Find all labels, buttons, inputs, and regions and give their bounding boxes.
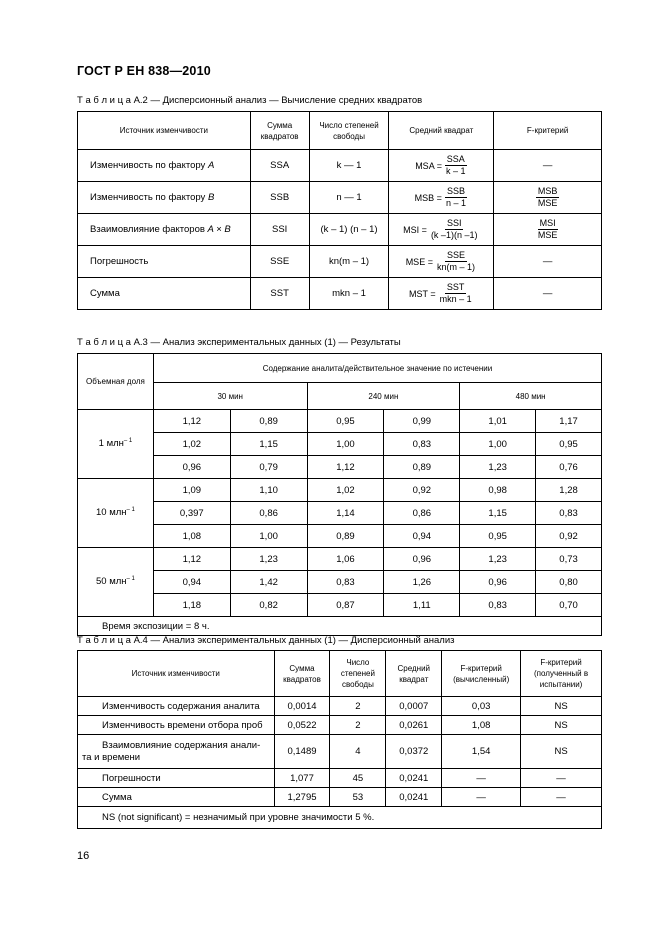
value-cell: 1,00 [460,433,536,456]
f-text: — [542,256,553,267]
value-cell: 0,95 [536,433,602,456]
ms-label: MSB = [414,192,442,203]
table-row [78,502,602,525]
value-cell: — [442,788,521,807]
value-cell: 0,0241 [386,788,442,807]
value-cell: 1,2795 [274,788,330,807]
value-cell: NS [521,716,602,735]
value-cell: 0,0261 [386,716,442,735]
f-criterion-cell [494,246,602,278]
source-cell: Взаимовлияние содержания анали-та и времени [78,735,275,769]
value-cell: 1,02 [153,433,230,456]
value-cell: 1,02 [307,479,384,502]
source-cell [78,182,251,214]
table-header-row [78,112,602,150]
table-a4-caption: Т а б л и ц а А.4 — Анализ экспериментальных данных (1) — Дисперсионный анализ [77,635,455,646]
value-cell: 0,80 [536,571,602,594]
source-cell: Изменчивость содержания аналита [78,697,275,716]
f-text: — [542,160,553,171]
value-cell: 1,08 [442,716,521,735]
source-cell [78,246,251,278]
source-cell: Погрешности [78,769,275,788]
f-numerator: MSI [539,218,556,228]
value-cell: 1,15 [460,502,536,525]
f-numerator: MSB [537,186,558,196]
value-cell: 0,89 [307,525,384,548]
value-cell: 0,89 [230,410,307,433]
df-cell: (k – 1) (n – 1) [309,214,389,246]
mean-square-cell [389,182,494,214]
value-cell: 0,1489 [274,735,330,769]
table-footnote-row [78,807,602,829]
header-cell: F-критерий (полученный в испытании) [521,651,602,697]
document-header: ГОСТ Р ЕН 838—2010 [77,64,211,78]
value-cell: 45 [330,769,386,788]
source-cell: Сумма [78,788,275,807]
value-cell: 1,26 [384,571,460,594]
ms-fraction [429,218,480,241]
value-cell: 4 [330,735,386,769]
header-cell: Источник изменчивости [78,112,251,150]
value-cell: 1,54 [442,735,521,769]
table-row [78,571,602,594]
source-text: Погрешность [90,256,149,267]
value-cell: 0,82 [230,594,307,617]
value-cell: 1,42 [230,571,307,594]
value-cell: 0,96 [384,548,460,571]
f-denominator: MSE [537,198,558,208]
value-cell: 1,01 [460,410,536,433]
footnote: NS (not significant) = незначимый при уровне значимости 5 %. [78,807,602,829]
footnote: Время экспозиции = 8 ч. [78,617,602,636]
sum-cell: SSB [250,182,309,214]
source-variable: B [207,192,215,203]
value-cell: 0,92 [536,525,602,548]
table-row [78,716,602,735]
ms-label: MSE = [405,256,433,267]
sum-cell: SSE [250,246,309,278]
ms-numerator: SST [446,282,465,292]
table-row [78,769,602,788]
header-cell: Число степеней свободы [309,112,389,150]
header-cell: Средний квадрат [386,651,442,697]
table-row [78,456,602,479]
value-cell: 1,18 [153,594,230,617]
ms-fraction [444,186,468,209]
f-fraction [536,218,560,241]
table-header-row [78,383,602,410]
value-cell: 0,83 [536,502,602,525]
value-cell: 1,077 [274,769,330,788]
value-cell: 0,92 [384,479,460,502]
mean-square-cell [389,246,494,278]
volume-fraction-label: 10 млн [96,507,127,519]
value-cell: 0,397 [153,502,230,525]
ms-numerator: SSE [446,250,465,260]
volume-fraction-exponent: – 1 [126,507,135,514]
value-cell: 2 [330,697,386,716]
volume-fraction-label: 50 млн [96,576,127,588]
value-cell: 0,95 [460,525,536,548]
value-cell: 0,70 [536,594,602,617]
value-cell: — [521,769,602,788]
value-cell: 0,95 [307,410,384,433]
header-cell: Средний квадрат [389,112,494,150]
table-row [78,433,602,456]
table-row [78,214,602,246]
df-cell: n — 1 [309,182,389,214]
table-row [78,697,602,716]
value-cell: 0,83 [460,594,536,617]
ms-numerator: SSA [446,154,465,164]
sum-cell: SSI [250,214,309,246]
table-row [78,479,602,502]
value-cell: — [521,788,602,807]
table-a3 [77,353,602,636]
ms-fraction [438,282,474,305]
header-cell: Содержание аналита/действительное значение по истечении [153,354,601,383]
header-cell: F-критерий (вычисленный) [442,651,521,697]
table-row [78,548,602,571]
header-cell: Число степеней свободы [330,651,386,697]
value-cell: 0,0372 [386,735,442,769]
table-a2 [77,111,602,310]
ms-label: MSI = [403,224,427,235]
value-cell: 1,00 [230,525,307,548]
value-cell: 1,12 [153,548,230,571]
value-cell: 53 [330,788,386,807]
value-cell: 0,83 [307,571,384,594]
value-cell: 1,23 [230,548,307,571]
value-cell: 0,03 [442,697,521,716]
value-cell: 1,12 [307,456,384,479]
value-cell: 0,87 [307,594,384,617]
table-row [78,246,602,278]
page-number: 16 [77,850,90,862]
header-cell: Сумма квадратов [274,651,330,697]
volume-fraction-cell [78,479,154,548]
header-cell: Сумма квадратов [250,112,309,150]
ms-label: MSA = [415,160,442,171]
table-row [78,410,602,433]
header-cell: Источник изменчивости [78,651,275,697]
volume-fraction-exponent: – 1 [126,576,135,583]
header-cell: 480 мин [460,383,602,410]
value-cell: 1,17 [536,410,602,433]
mean-square-cell [389,150,494,182]
source-text: Изменчивость по фактору [90,192,208,203]
source-text: Изменчивость по фактору [90,160,208,171]
volume-fraction-cell [78,410,154,479]
ms-fraction [435,250,477,273]
table-footnote-row [78,617,602,636]
df-cell: mkn – 1 [309,278,389,310]
value-cell: 0,0522 [274,716,330,735]
df-cell: kn(m – 1) [309,246,389,278]
f-criterion-cell [494,278,602,310]
table-row [78,735,602,769]
value-cell: 0,0014 [274,697,330,716]
value-cell: — [442,769,521,788]
table-row [78,278,602,310]
f-fraction [536,186,560,209]
table-a3-caption: Т а б л и ц а А.3 — Анализ экспериментальных данных (1) — Результаты [77,337,401,348]
source-cell: Изменчивость времени отбора проб [78,716,275,735]
value-cell: 0,98 [460,479,536,502]
table-a2-caption: Т а б л и ц а А.2 — Дисперсионный анализ — Вычисление средних квадратов [77,95,423,106]
value-cell: 0,96 [153,456,230,479]
value-cell: 1,00 [307,433,384,456]
f-denominator: MSE [537,230,558,240]
table-header-row [78,354,602,383]
f-criterion-cell [494,214,602,246]
ms-denominator: mkn – 1 [439,294,472,304]
volume-fraction-label: 1 млн [98,438,124,450]
value-cell: 0,79 [230,456,307,479]
value-cell: 1,12 [153,410,230,433]
value-cell: 0,94 [153,571,230,594]
value-cell: 1,23 [460,548,536,571]
header-cell: 30 мин [153,383,307,410]
value-cell: 1,28 [536,479,602,502]
volume-fraction-exponent: – 1 [123,438,133,445]
value-cell: 0,86 [384,502,460,525]
value-cell: NS [521,697,602,716]
df-cell: k — 1 [309,150,389,182]
ms-denominator: kn(m – 1) [436,262,475,272]
volume-fraction-cell [78,548,154,617]
table-row [78,182,602,214]
mean-square-cell [389,214,494,246]
value-cell: 0,96 [460,571,536,594]
value-cell: 0,89 [384,456,460,479]
f-text: — [542,288,553,299]
value-cell: 0,73 [536,548,602,571]
table-row [78,788,602,807]
value-cell: 1,15 [230,433,307,456]
ms-denominator: (k –1)(n –1) [430,230,478,240]
source-cell [78,214,251,246]
source-cell [78,278,251,310]
value-cell: 1,06 [307,548,384,571]
ms-denominator: n – 1 [445,198,466,208]
header-cell: F-критерий [494,112,602,150]
table-row [78,594,602,617]
source-text: Сумма [90,288,120,299]
value-cell: 1,23 [460,456,536,479]
ms-numerator: SSB [446,186,465,196]
f-criterion-cell [494,182,602,214]
source-variable: A [207,160,215,171]
ms-fraction [444,154,468,177]
source-text: Взаимовлияние факторов [90,224,208,235]
ms-denominator: k – 1 [445,166,466,176]
sum-cell: SST [250,278,309,310]
value-cell: 0,86 [230,502,307,525]
ms-label: MST = [409,288,436,299]
source-variable: A × B [207,224,231,235]
value-cell: 0,99 [384,410,460,433]
sum-cell: SSA [250,150,309,182]
value-cell: 0,83 [384,433,460,456]
value-cell: 0,76 [536,456,602,479]
value-cell: 0,94 [384,525,460,548]
table-header-row [78,651,602,697]
f-criterion-cell [494,150,602,182]
value-cell: 2 [330,716,386,735]
header-cell: 240 мин [307,383,460,410]
value-cell: 1,08 [153,525,230,548]
table-a4 [77,650,602,829]
value-cell: 1,14 [307,502,384,525]
source-cell [78,150,251,182]
table-row [78,525,602,548]
value-cell: 1,11 [384,594,460,617]
table-row [78,150,602,182]
mean-square-cell [389,278,494,310]
value-cell: 0,0007 [386,697,442,716]
header-cell: Объемная доля [78,354,154,410]
value-cell: 1,10 [230,479,307,502]
value-cell: 0,0241 [386,769,442,788]
value-cell: NS [521,735,602,769]
ms-numerator: SSI [446,218,462,228]
value-cell: 1,09 [153,479,230,502]
